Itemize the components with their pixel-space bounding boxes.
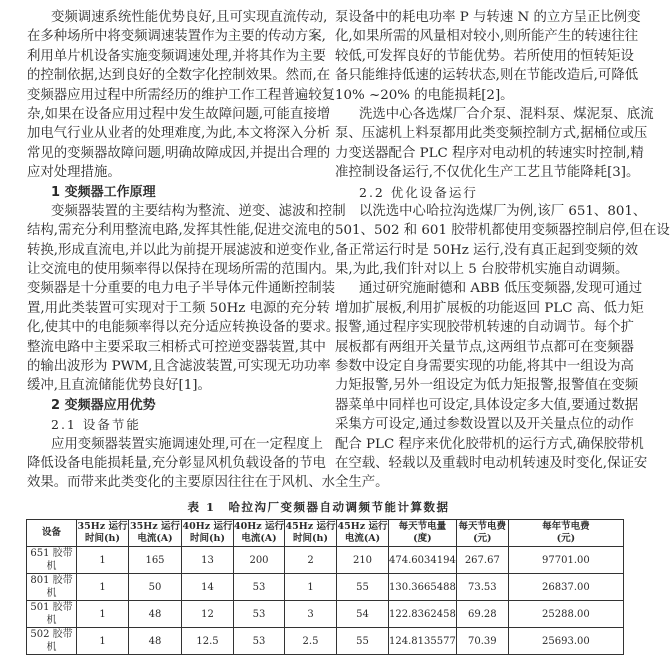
column-header (182, 520, 234, 547)
text-line: 备正常运行时是 50Hz 运行,没有真正起到变频的效 (335, 242, 638, 258)
header-text: 时间(h) (85, 533, 120, 544)
column-header (77, 520, 129, 547)
header-text: 设备 (41, 527, 61, 538)
column-header (129, 520, 182, 547)
left-column (27, 8, 346, 493)
table-cell: 200 (234, 547, 285, 574)
text-line: 常见的变频器故障问题,明确故障成因,并提出合理的 (27, 145, 331, 161)
table-caption: 表 1 哈拉沟厂变频器自动调频节能计算数据 (187, 500, 450, 514)
table-cell: 97701.00 (508, 547, 623, 574)
text-line: 采集方可设定,通过参数设置以及开关量点位的动作 (335, 417, 634, 433)
text-line: 力变送器配合 PLC 程序对电动机的转速实时控制,精 (335, 145, 644, 161)
paragraph (27, 435, 335, 493)
table-cell: 55 (337, 628, 389, 655)
text-line: 利用单片机设备实施变频调速处理,并将其作为主要 (27, 48, 326, 64)
table-cell: 55 (337, 574, 389, 601)
header-text: 45Hz 运行 (285, 521, 336, 532)
header-text: 35Hz 运行 (130, 521, 180, 532)
paragraph (335, 279, 648, 492)
right-column (335, 8, 670, 493)
text-line: 降低设备电能损耗量,充分彰显风机负载设备的节电 (27, 455, 326, 471)
text-line: 让交流电的使用频率得以保持在现场所需的范围内。 (27, 262, 335, 278)
text-line: 转换,形成直流电,并以此为前提开展滤波和逆变作业, (27, 242, 335, 258)
header-text: 电流(A) (137, 533, 173, 544)
header-text: (元) (556, 533, 576, 544)
table-cell: 1 (77, 574, 129, 601)
text-line: 器菜单中同样也可设定,具体设定多大值,要通过数据 (335, 397, 639, 413)
text-line: 变频器是十分重要的电力电子半导体元件通断控制装 (27, 281, 335, 297)
header-text: 40Hz 运行 (182, 521, 233, 532)
text-line: 展板都有两组开关量节点,这两组节点都可在变频器 (335, 339, 634, 355)
text-line: 2.1 设备节能 (51, 417, 141, 433)
table-cell: 13 (182, 547, 234, 574)
table-cell: 14 (182, 574, 234, 601)
text-line: 通过研究施耐德和 ABB 低压变频器,发现可通过 (359, 281, 643, 297)
table-cell: 130.3665488 (389, 574, 457, 601)
table-row (27, 574, 624, 601)
table-cell: 69.28 (456, 601, 508, 628)
section-heading (27, 396, 310, 415)
table-cell: 801 胶带机 (27, 574, 77, 601)
table-cell: 1 (285, 574, 337, 601)
header-text: (度) (413, 533, 432, 544)
table-cell: 210 (337, 547, 389, 574)
table-cell: 3 (285, 601, 337, 628)
paragraph (27, 202, 346, 396)
text-line: 洗选中心各选煤厂合介泵、混料泵、煤泥泵、底流 (359, 106, 654, 122)
header-text: 35Hz 运行 (77, 521, 128, 532)
text-line: 整流电路中主要采取三相桥式可控逆变器装置,其中 (27, 339, 326, 355)
header-text: 时间(h) (293, 533, 328, 544)
header-text: 40Hz 运行 (234, 521, 284, 532)
header-text: 时间(h) (190, 533, 225, 544)
text-line: 缓冲,且直流储能优势良好[1]。 (27, 378, 211, 394)
text-line: 报警,通过程序实现胶带机转速的自动调节。每个扩 (335, 320, 634, 336)
text-line: 化,使其中的电能频率得以充分适应转换设备的要求。 (27, 320, 340, 336)
table-cell: 502 胶带机 (27, 628, 77, 655)
text-line: 加电气行业从业者的处理难度,为此,本文将深入分析 (27, 126, 331, 142)
table-cell: 12.5 (182, 628, 234, 655)
text-line: 较低,可发挥良好的节能优势。若所使用的恒转矩设 (335, 48, 634, 64)
section-heading (335, 183, 621, 202)
text-line: 备只能维持低速的运转状态,则在节能改造后,可降低 (335, 68, 639, 84)
text-line: 变频器应用过程中所需经历的维护工作工程普遍较复 (27, 87, 335, 103)
text-line: 化,如果所需的风量相对较小,则所能产生的转速往往 (335, 29, 639, 45)
text-line: 2 变频器应用优势 (51, 397, 156, 413)
text-line: 泵设备中的耗电功率 P 与转速 N 的立方呈正比例变 (335, 10, 641, 25)
text-line: 全生产。 (335, 475, 389, 491)
table-cell: 122.8362458 (389, 601, 457, 628)
column-header (389, 520, 457, 547)
table-cell: 124.8135577 (389, 628, 457, 655)
table-cell: 26837.00 (508, 574, 623, 601)
table-cell: 1 (77, 547, 129, 574)
text-line: 力矩报警,另外一组设定为低力矩报警,报警值在变频 (335, 378, 639, 394)
paragraph (335, 105, 654, 183)
text-line: 的控制依据,达到良好的全数字化控制效果。然而,在 (27, 68, 331, 84)
text-line: 杂,如果在设备应用过程中发生故障问题,可能直接增 (27, 106, 331, 122)
paragraph (27, 8, 335, 183)
column-header (27, 520, 77, 547)
header-text: 45Hz 运行 (337, 521, 388, 532)
table-cell: 1 (77, 601, 129, 628)
table-cell: 25693.00 (508, 628, 623, 655)
column-header (456, 520, 508, 547)
column-header (234, 520, 285, 547)
table-cell: 54 (337, 601, 389, 628)
text-line: 配合 PLC 程序来优化胶带机的运行方式,确保胶带机 (335, 436, 644, 452)
text-line: 参数中设定自身需要实现的功能,将其中一组设为高 (335, 359, 634, 375)
text-line: 结构,需充分利用整流电路,发挥其性能,促进交流电的 (27, 223, 335, 239)
text-line: 10% ~20% 的电能损耗[2]。 (335, 87, 514, 103)
text-line: 泵、压滤机上料泵都用此类变频控制方式,据桶位或压 (335, 126, 648, 142)
table-cell: 1 (77, 628, 129, 655)
text-line: 置,用此类装置可实现对于工频 50Hz 电源的充分转 (27, 300, 330, 316)
table-cell: 12 (182, 601, 234, 628)
text-line: 变频调速系统性能优势良好,且可实现直流传动, (51, 10, 328, 25)
table-cell: 2 (285, 547, 337, 574)
header-text: 电流(A) (344, 533, 381, 544)
text-line: 增加扩展板,利用扩展板的功能返回 PLC 高、低力矩 (335, 300, 644, 316)
table-cell: 53 (234, 628, 285, 655)
header-text: 每天节电费 (458, 521, 507, 532)
text-line: 果,为此,我们针对以上 5 台胶带机实施自动调频。 (335, 262, 629, 278)
table-cell: 165 (129, 547, 182, 574)
text-line: 以洗选中心哈拉沟选煤厂为例,该厂 651、801、 (359, 203, 647, 219)
table-cell: 53 (234, 574, 285, 601)
text-line: 在多种场所中将变频调速装置作为主要的传动方案, (27, 29, 326, 45)
header-text: 每天节电量 (398, 521, 447, 532)
text-line: 变频器装置的主要结构为整流、逆变、滤波和控制 (51, 203, 346, 219)
text-line: 1 变频器工作原理 (51, 184, 156, 200)
table-header-row (27, 520, 624, 547)
section-heading (27, 415, 310, 434)
table-cell: 25288.00 (508, 601, 623, 628)
column-header (508, 520, 623, 547)
table-cell: 53 (234, 601, 285, 628)
text-line: 2.2 优化设备运行 (359, 184, 478, 200)
section-heading (27, 183, 310, 202)
text-line: 效果。而带来此类变化的主要原因往往在于风机、水 (27, 475, 335, 491)
header-text: 电流(A) (241, 533, 277, 544)
text-line: 501、502 和 601 胶带机都使用变频器控制启停,但在设 (335, 223, 670, 239)
table-cell: 50 (129, 574, 182, 601)
table-cell: 651 胶带机 (27, 547, 77, 574)
text-line: 准控制设备运行,不仅优化生产工艺且节能降耗[3]。 (335, 165, 640, 181)
column-header (285, 520, 337, 547)
energy-saving-table (26, 519, 624, 655)
column-header (337, 520, 389, 547)
text-line: 在空载、轻载以及重载时电动机转速及时变化,保证安 (335, 455, 648, 471)
text-line: 应对处理措施。 (27, 165, 121, 181)
text-line: 的输出波形为 PWM,且含滤波装置,可实现无功功率 (27, 359, 331, 375)
table-cell: 48 (129, 628, 182, 655)
table-cell: 73.53 (456, 574, 508, 601)
table-cell: 70.39 (456, 628, 508, 655)
table-cell: 267.67 (456, 547, 508, 574)
table-row (27, 547, 624, 574)
header-text: (元) (473, 533, 492, 544)
table-row (27, 601, 624, 628)
paragraph (335, 202, 670, 280)
text-line: 应用变频器装置实施调速处理,可在一定程度上 (51, 436, 324, 452)
header-text: 每年节电费 (542, 521, 590, 532)
table-row (27, 628, 624, 655)
table-cell: 2.5 (285, 628, 337, 655)
paragraph (335, 8, 641, 105)
table-cell: 474.6034194 (389, 547, 457, 574)
table-cell: 501 胶带机 (27, 601, 77, 628)
table-cell: 48 (129, 601, 182, 628)
